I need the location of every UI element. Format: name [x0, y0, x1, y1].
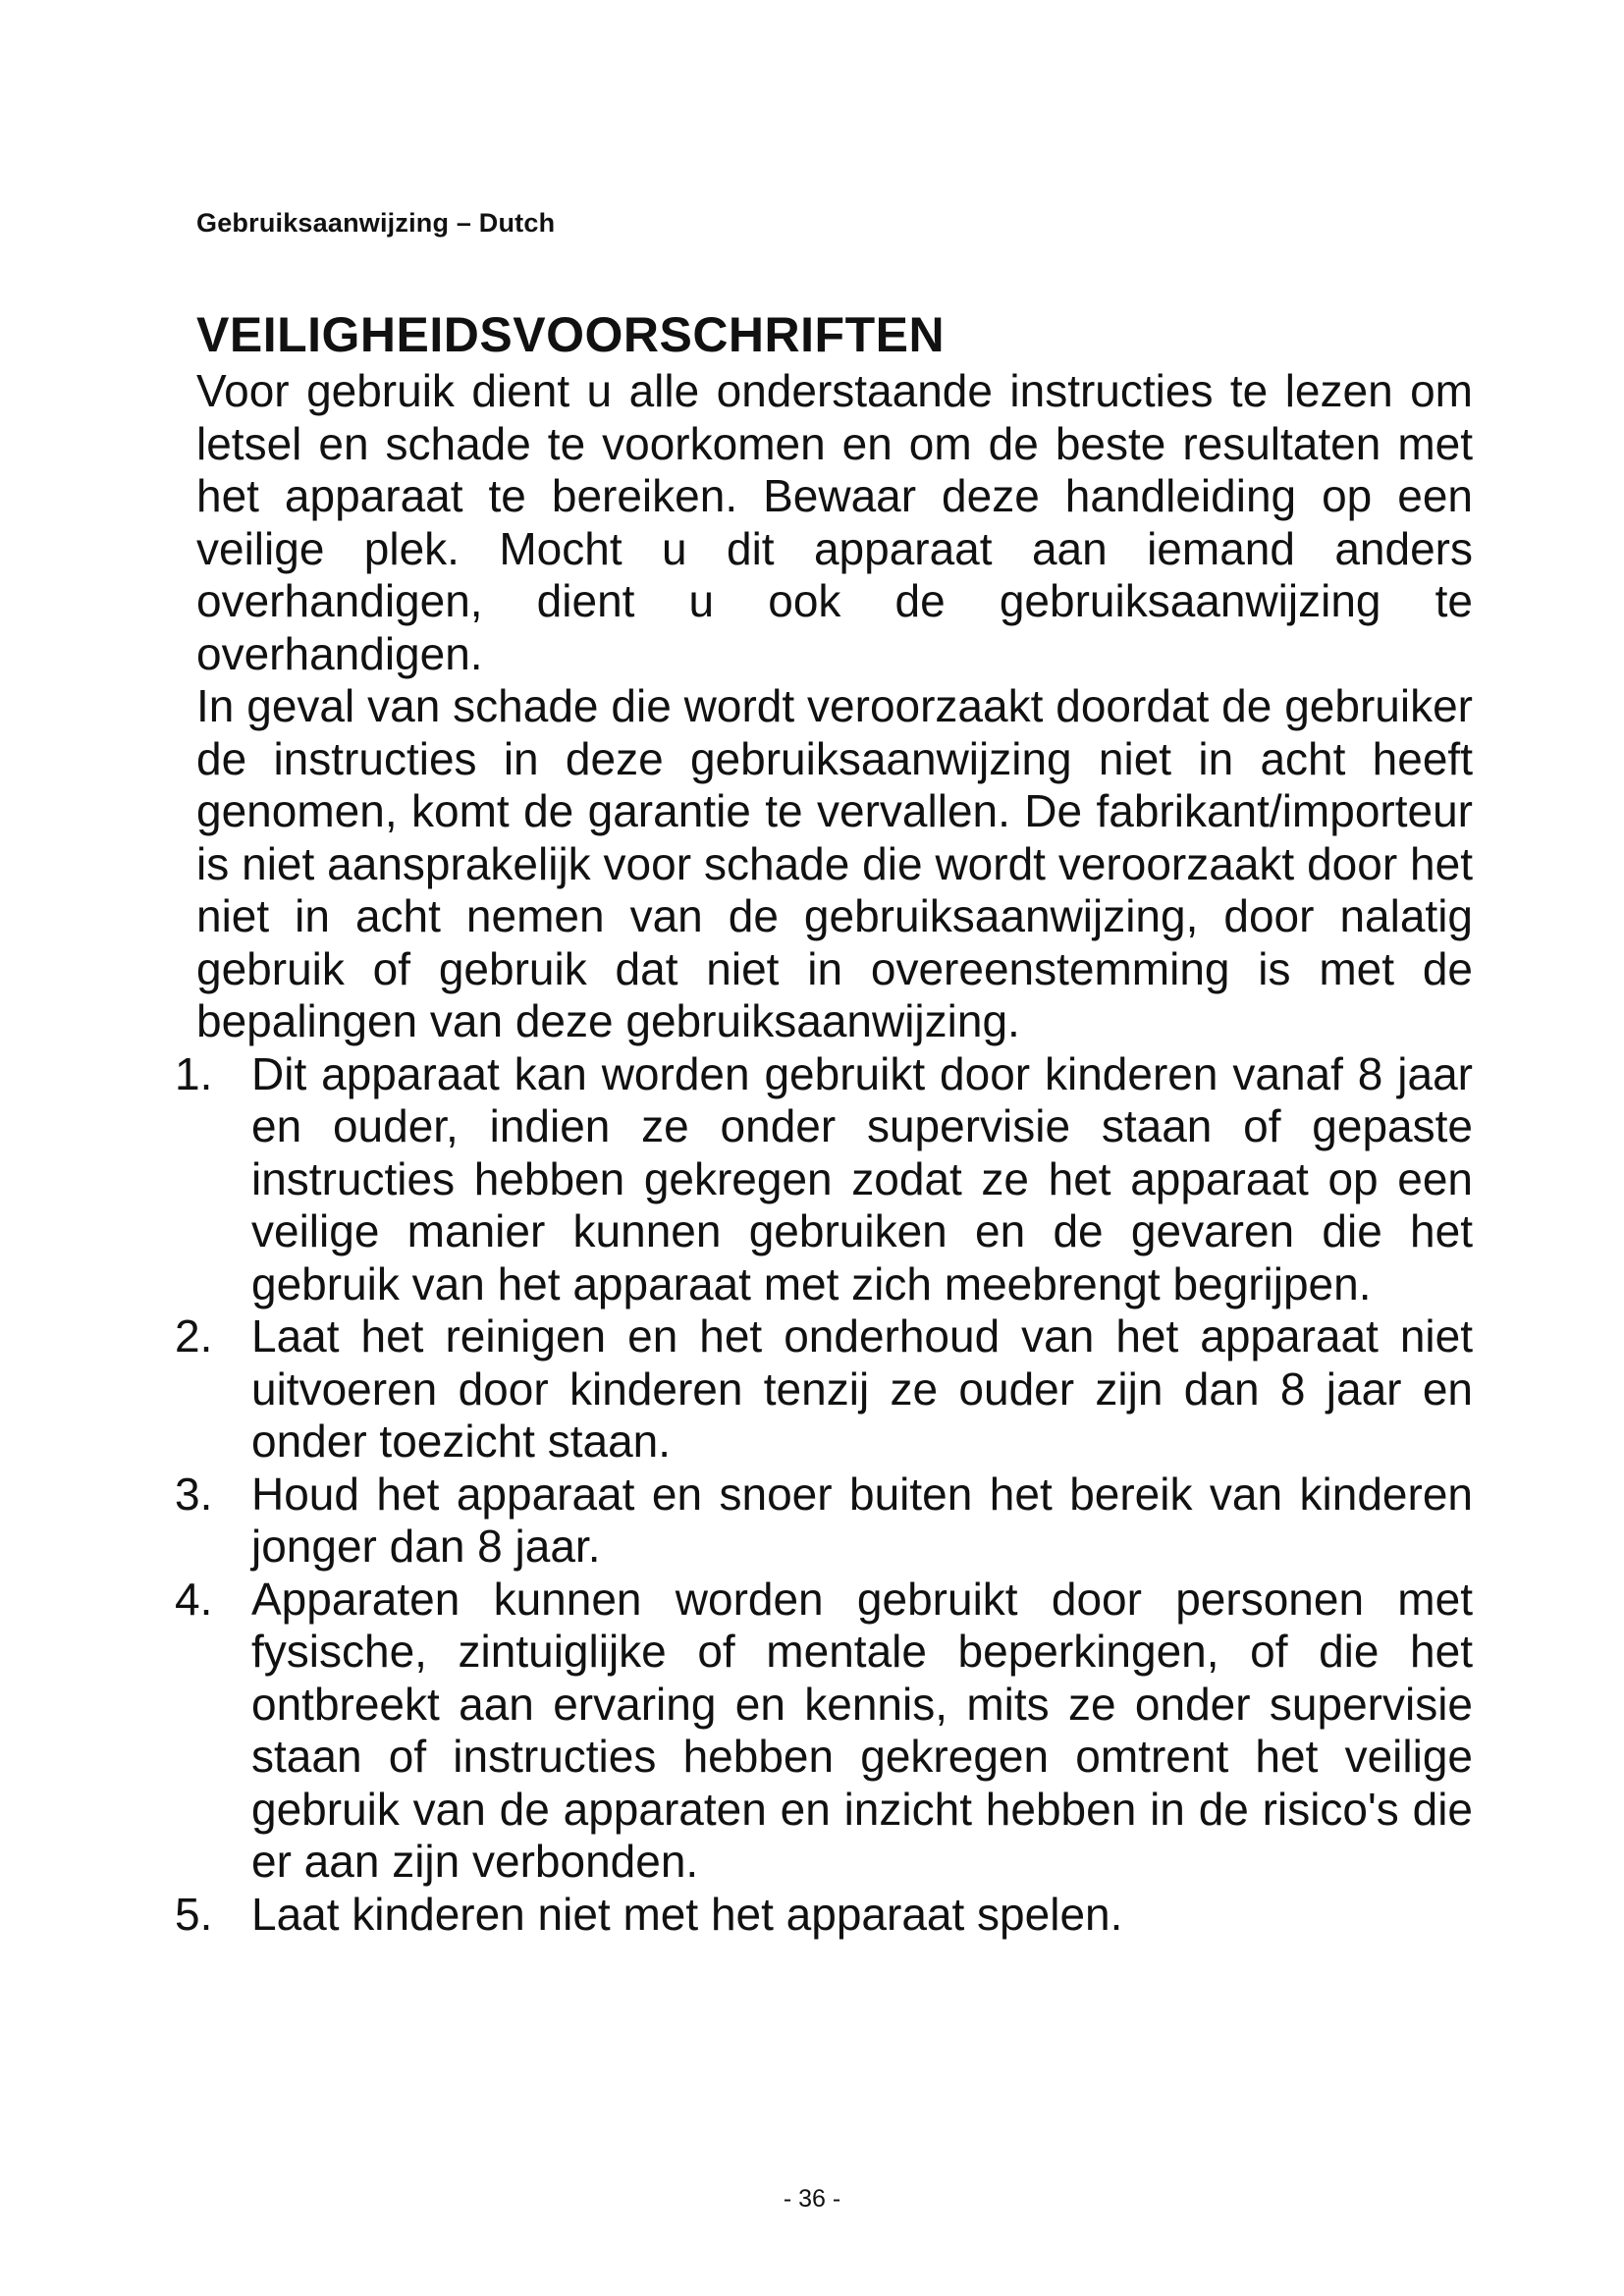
safety-section — [175, 304, 1473, 1941]
safety-list — [175, 1047, 1473, 1942]
list-item-number: 4. — [175, 1573, 213, 1625]
intro-paragraph: Voor gebruik dient u alle onderstaande instructies te lezen om letsel en schade te voorkomen en om de beste resultaten met het apparaat te bereiken. Bewaar deze handleiding op een veilige plek. Mocht u dit apparaat aan iemand anders overhandigen, dient u ook de gebruiksaanwijzing te overhandigen. — [196, 365, 1473, 679]
list-item-number: 3. — [175, 1468, 213, 1520]
page-number: - 36 - — [783, 2185, 841, 2213]
section-title: VEILIGHEIDSVOORSCHRIFTEN — [196, 307, 946, 362]
document-header: Gebruiksaanwijzing – Dutch — [196, 208, 556, 238]
list-item-number: 1. — [175, 1047, 213, 1099]
list-item-text: Dit apparaat kan worden gebruikt door kinderen vanaf 8 jaar en ouder, indien ze onder supervisie staan of gepaste instructies hebben gekregen zodat ze het apparaat op een veilige manier kunnen gebruiken en de gevaren die het gebruik van het apparaat met zich meebrengt begrijpen. — [251, 1047, 1473, 1309]
list-item — [175, 1468, 1473, 1574]
liability-paragraph: In geval van schade die wordt veroorzaakt doordat de gebruiker de instructies in deze gebruiksaanwijzing niet in acht heeft genomen, komt de garantie te vervallen. De fabrikant/importeur is niet aansprakelijk voor schade die wordt veroorzaakt door het niet in acht nemen van de gebruiksaanwijzing, door nalatig gebruik of gebruik dat niet in overeenstemming is met de bepalingen van deze gebruiksaanwijzing. — [196, 680, 1473, 1046]
list-item-text: Laat kinderen niet met het apparaat spelen. — [251, 1888, 1123, 1940]
list-item — [175, 1573, 1473, 1889]
list-item-text: Apparaten kunnen worden gebruikt door personen met fysische, zintuiglijke of mentale beperkingen, of die het ontbreekt aan ervaring en kennis, mits ze onder supervisie staan of instructies hebben gekregen omtrent het veilige gebruik van de apparaten en inzicht hebben in de risico's die er aan zijn verbonden. — [251, 1573, 1473, 1887]
list-item — [175, 1888, 1473, 1942]
list-item-text: Laat het reinigen en het onderhoud van het apparaat niet uitvoeren door kinderen tenzij ze ouder zijn dan 8 jaar en onder toezicht staan. — [251, 1310, 1473, 1467]
list-item-number: 5. — [175, 1888, 213, 1940]
list-item-number: 2. — [175, 1310, 213, 1362]
list-item-text: Houd het apparaat en snoer buiten het bereik van kinderen jonger dan 8 jaar. — [251, 1468, 1473, 1572]
list-item — [175, 1047, 1473, 1311]
list-item — [175, 1310, 1473, 1468]
